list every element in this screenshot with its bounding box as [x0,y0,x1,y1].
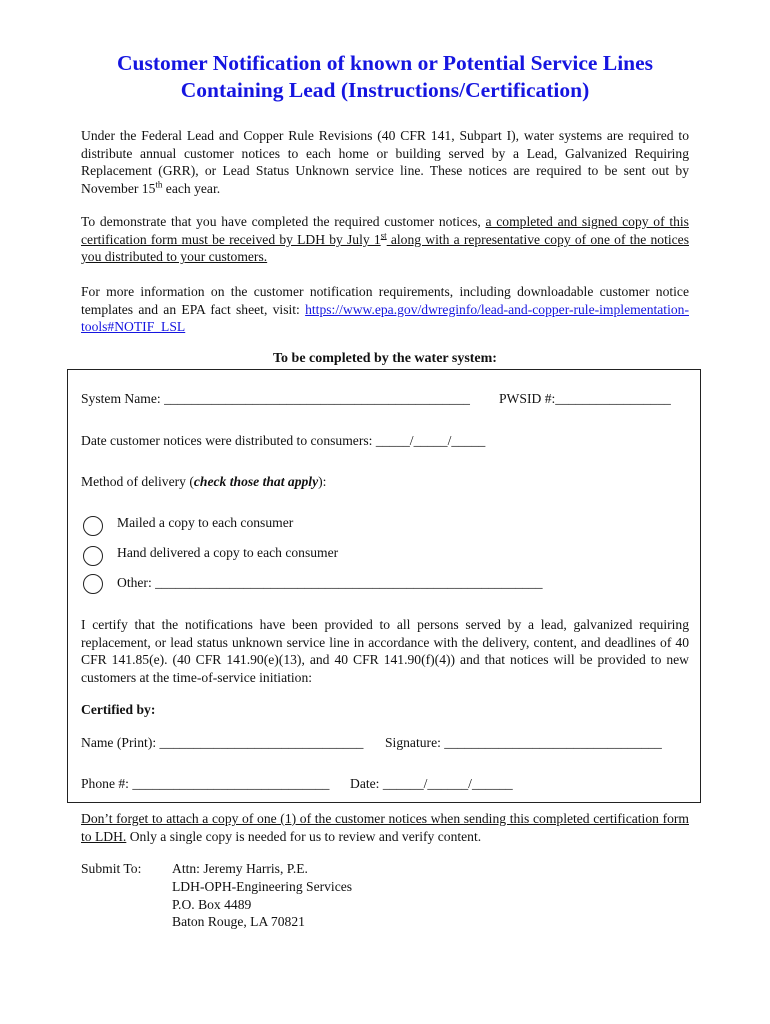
intro-p2-underlined-end: along with a representative copy of one of the notices you distributed to your customers. [81,231,689,265]
intro-p2-sup: st [380,230,387,241]
method-label-text: Method of delivery ( [81,474,194,489]
name-print-field[interactable]: Name (Print): ______________________________ [81,735,364,750]
intro-p2-text: To demonstrate that you have completed the required customer notices, [81,214,486,229]
intro-p3-text: For more information on the customer notification requirements, including downloadable customer notice templates and an EPA fact sheet, visit: [81,284,689,317]
intro-p1-text-end: each year. [162,181,221,197]
hand-delivered-radio[interactable] [83,546,103,566]
option-mailed-label: Mailed a copy to each consumer [117,515,294,530]
pwsid-field[interactable]: PWSID #:_________________ [499,391,671,406]
other-radio[interactable] [83,574,103,594]
title-line-1: Customer Notification of known or Potential Service Lines [116,51,654,75]
form-heading: To be completed by the water system: [273,351,497,366]
system-name-field[interactable]: System Name: _____________________________________________ [81,391,470,406]
note-rest: Only a single copy is needed for us to review and verify content. [126,828,482,844]
epa-link[interactable]: https://www.epa.gov/dwreginfo/lead-and-copper-rule-implementation-tools#NOTIF_LSL [81,301,689,335]
intro-paragraph-1 [81,127,689,198]
signature-field[interactable]: Signature: ________________________________ [385,735,662,750]
date-field[interactable]: Date: ______/______/______ [350,776,513,791]
option-hand-delivered-label: Hand delivered a copy to each consumer [117,545,339,560]
address-line-2: LDH-OPH-Engineering Services [172,879,353,894]
certified-by-label: Certified by: [81,702,156,717]
note-underlined: Don’t forget to attach a copy of one (1) of the customer notices when sending this completed certification form to LDH. [81,811,689,844]
intro-p2-underlined: a completed and signed copy of this certification form must be received by LDH by July 1 [81,214,689,247]
method-label-end: ): [318,474,327,489]
intro-p1-sup: th [155,179,163,190]
document-title [60,50,710,104]
intro-paragraph-3 [81,283,689,336]
intro-p1-text: Under the Federal Lead and Copper Rule Revisions (40 CFR 141, Subpart I), water systems are required to distribute annual customer notices to each home or building served by a Lead, Galvanized Requiring Replacement (GRR), or Lead Status Unknown service line. These notices are required to be sent out by November 15 [81,128,689,197]
date-distributed-field[interactable]: Date customer notices were distributed to consumers: _____/_____/_____ [81,433,486,448]
address-line-1: Attn: Jeremy Harris, P.E. [172,861,308,876]
submit-to-label: Submit To: [81,861,142,876]
intro-paragraph-2 [81,213,689,266]
method-of-delivery-label [81,474,326,490]
option-other-field[interactable]: Other: _________________________________________________________ [117,575,543,590]
attachment-note [81,810,689,845]
title-line-2: Containing Lead (Instructions/Certification) [180,78,590,102]
mailed-radio[interactable] [83,516,103,536]
method-emphasis: check those that apply [193,474,319,489]
certification-statement: I certify that the notifications have been provided to all persons served by a lead, galvanized requiring replacement, or lead status unknown service line in accordance with the delivery, content, and deadlines of 40 CFR 141.85(e). (40 CFR 141.90(e)(13), and 40 CFR 141.90(f)(4)) and that notices will be provided to new customers at the time-of-service initiation: [81,617,689,686]
address-line-3: P.O. Box 4489 [172,897,252,912]
address-line-4: Baton Rouge, LA 70821 [172,914,305,929]
phone-field[interactable]: Phone #: _____________________________ [81,776,330,791]
